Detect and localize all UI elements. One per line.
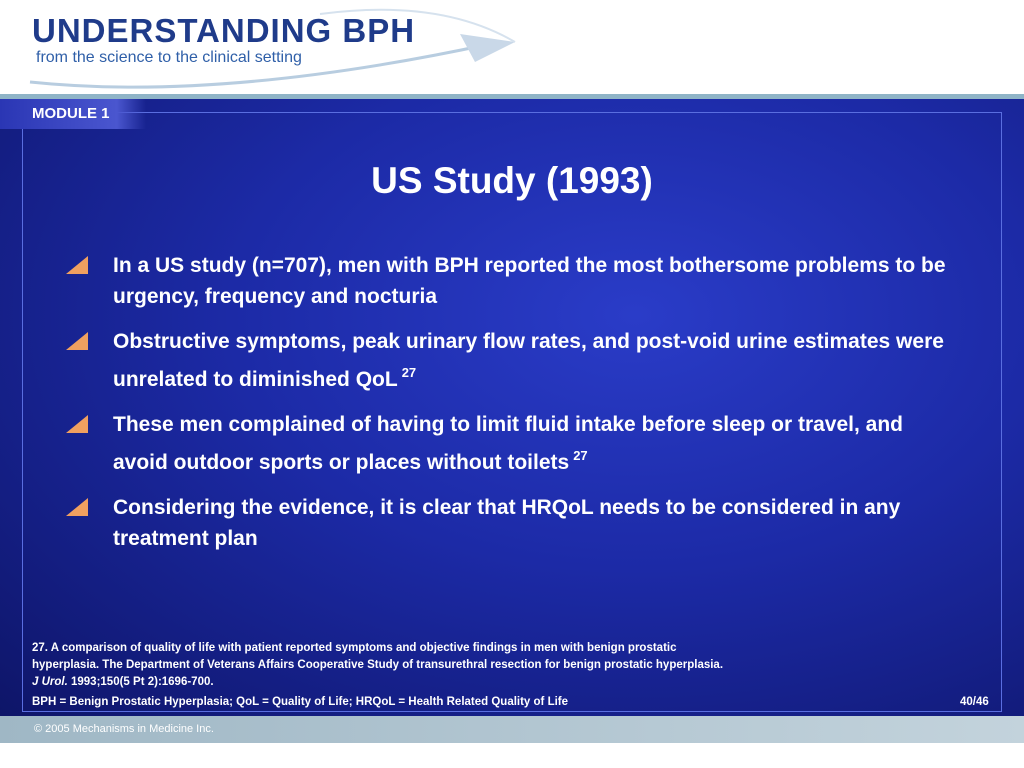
bullet-text: In a US study (n=707), men with BPH reported the most bothersome problems to be urgency, frequency and nocturia [113,254,946,308]
header [0,0,1024,95]
bullet-item [60,326,960,395]
copyright-text: © 2005 Mechanisms in Medicine Inc. [34,723,214,735]
logo-subtitle: from the science to the clinical setting [36,49,302,66]
bullet-item [60,492,960,554]
page-number: 40/46 [960,696,989,708]
bullet-text: These men complained of having to limit fluid intake before sleep or travel, and avoid outdoor sports or places without toilets [113,413,903,474]
module-label: MODULE 1 [32,105,110,122]
slide-title: US Study (1993) [371,160,653,201]
bullet-list [60,250,960,568]
reference-journal: J Urol. [32,676,68,688]
reference-superscript: 27 [573,448,588,463]
logo-title: UNDERSTANDING BPH [32,12,416,49]
abbreviations-note: BPH = Benign Prostatic Hyperplasia; QoL = Quality of Life; HRQoL = Health Related Quality of Life [32,696,569,708]
footer-bar [0,716,1024,743]
reference-details: 1993;150(5 Pt 2):1696-700. [71,676,214,688]
orange-triangle-icon [66,256,88,274]
reference-line: hyperplasia. The Department of Veterans Affairs Cooperative Study of transurethral resection for benign prostatic hyperplasia. [32,659,724,671]
orange-triangle-icon [66,332,88,350]
orange-triangle-icon [66,415,88,433]
bullet-text: Considering the evidence, it is clear that HRQoL needs to be considered in any treatment plan [113,496,901,550]
reference-line: 27. A comparison of quality of life with patient reported symptoms and objective findings in men with benign prostatic [32,642,677,654]
reference-citation [32,640,912,691]
bullet-text: Obstructive symptoms, peak urinary flow rates, and post-void urine estimates were unrelated to diminished QoL [113,330,944,391]
module-tab [0,99,146,129]
orange-triangle-icon [66,498,88,516]
bullet-item [60,250,960,312]
reference-superscript: 27 [401,365,417,380]
bullet-item [60,409,960,478]
